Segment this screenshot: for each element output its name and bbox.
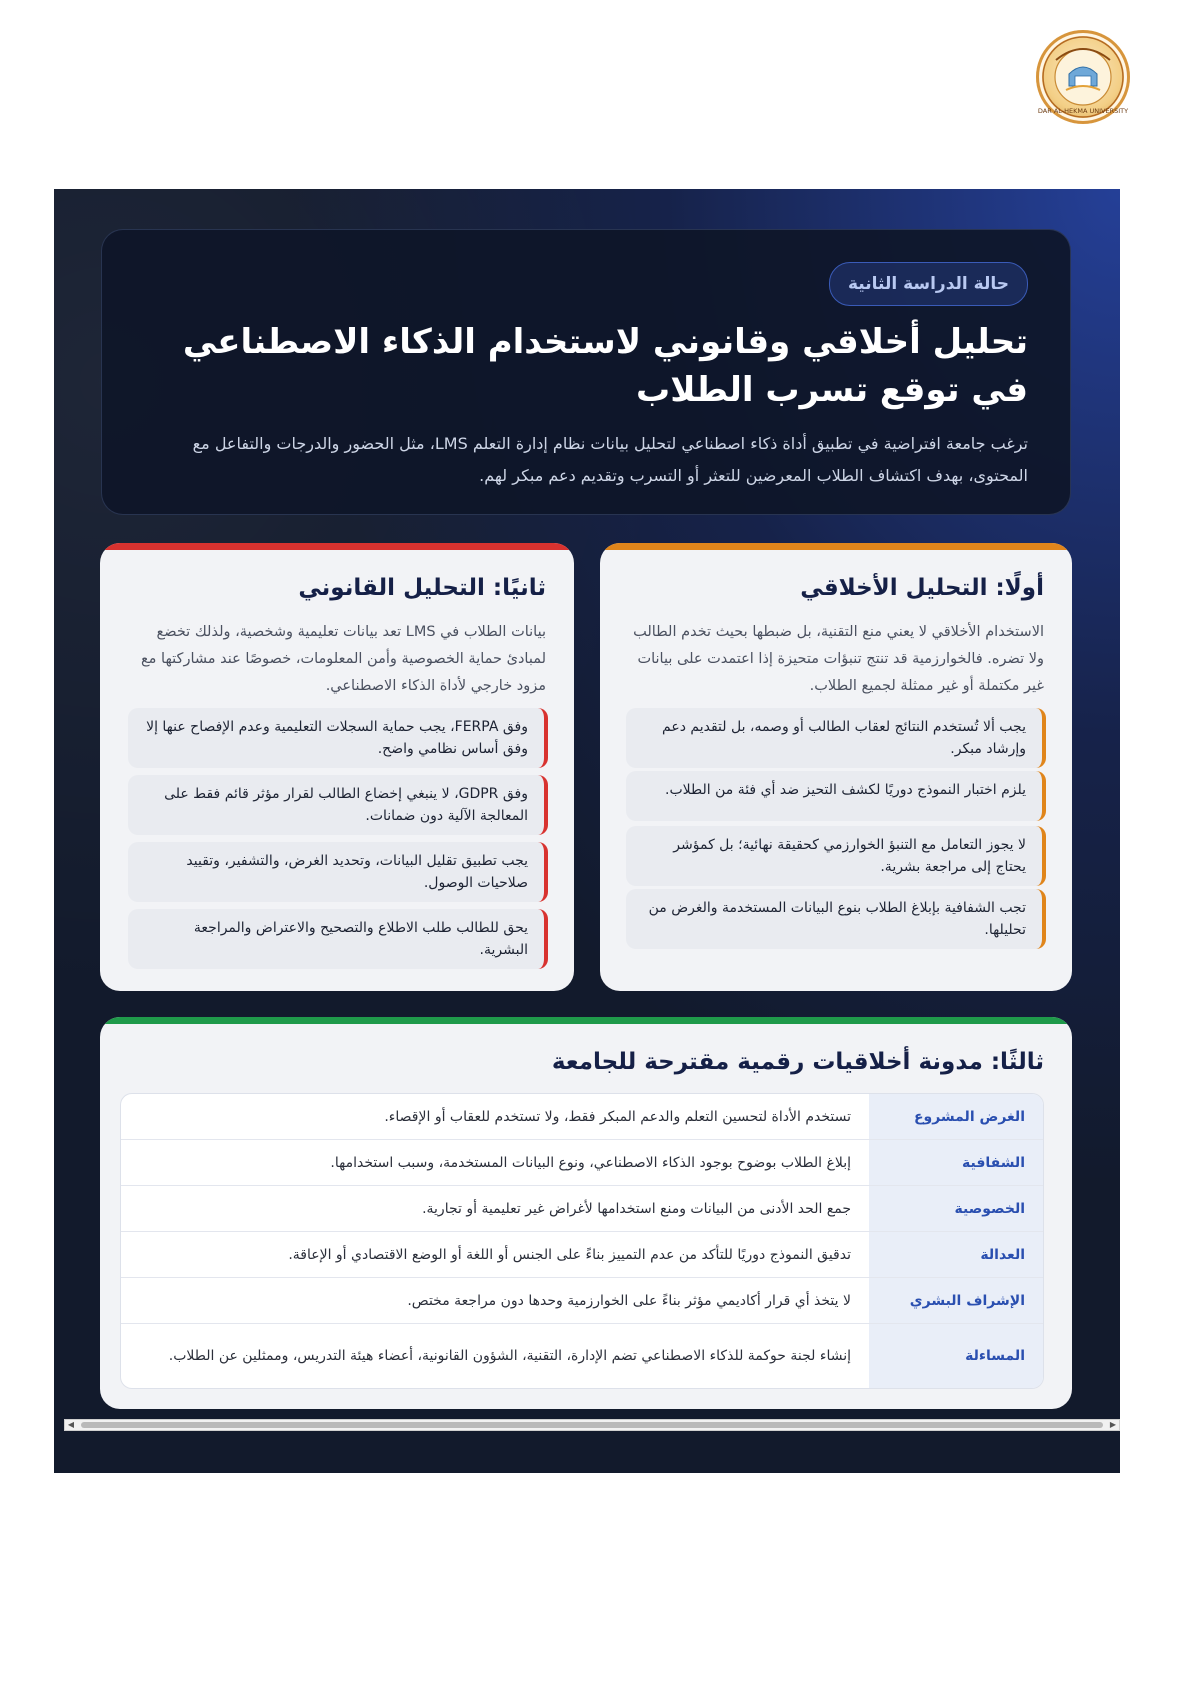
ethics-code-title: ثالثًا: مدونة أخلاقيات رقمية مقترحة للجامعة: [551, 1049, 1044, 1075]
legal-point: يجب تطبيق تقليل البيانات، وتحديد الغرض، والتشفير، وتقييد صلاحيات الوصول.: [128, 842, 548, 902]
ethics-code-card: [100, 1017, 1072, 1409]
table-row: [121, 1277, 1043, 1323]
scroll-thumb[interactable]: [81, 1422, 1103, 1428]
ethical-analysis-title: أولًا: التحليل الأخلاقي: [800, 575, 1044, 601]
hero-description: ترغب جامعة افتراضية في تطبيق أداة ذكاء اصطناعي لتحليل بيانات نظام إدارة التعلم LMS، مثل الحضور والدرجات والتفاعل مع المحتوى، بهدف اكتشاف الطلاب المعرضين للتعثر أو التسرب وتقديم دعم مبكر لهم.: [192, 434, 1028, 485]
ethical-point: يجب ألا تُستخدم النتائج لعقاب الطالب أو وصمه، بل لتقديم دعم وإرشاد مبكر.: [626, 708, 1046, 768]
table-row: [121, 1323, 1043, 1388]
principle-description: تستخدم الأداة لتحسين التعلم والدعم المبكر فقط، ولا تستخدم للعقاب أو الإقصاء.: [384, 1108, 851, 1125]
principle-name: العدالة: [869, 1232, 1043, 1277]
table-row: [121, 1231, 1043, 1277]
ethical-point: تجب الشفافية بإبلاغ الطلاب بنوع البيانات المستخدمة والغرض من تحليلها.: [626, 889, 1046, 949]
principle-description: إبلاغ الطلاب بوضوح بوجود الذكاء الاصطناعي، ونوع البيانات المستخدمة، وسبب استخدامها.: [330, 1154, 851, 1171]
table-row: [121, 1094, 1043, 1139]
legal-analysis-intro: بيانات الطلاب في LMS تعد بيانات تعليمية وشخصية، ولذلك تخضع لمبادئ حماية الخصوصية وأمن المعلومات، خصوصًا عند مشاركتها مع مزود خارجي لأداة الذكاء الاصطناعي.: [140, 624, 546, 694]
infographic-frame: [54, 189, 1120, 1473]
table-row: [121, 1185, 1043, 1231]
principle-name: الشفافية: [869, 1140, 1043, 1185]
scroll-left-arrow-icon[interactable]: ◀: [67, 1420, 75, 1429]
horizontal-scrollbar[interactable]: [64, 1419, 1120, 1431]
ethical-point: يلزم اختبار النموذج دوريًا لكشف التحيز ضد أي فئة من الطلاب.: [626, 771, 1046, 821]
legal-analysis-card: [100, 543, 574, 991]
hero-card: [101, 229, 1071, 515]
principle-name: الغرض المشروع: [869, 1094, 1043, 1139]
ethical-analysis-card: [600, 543, 1072, 991]
ethical-analysis-intro: الاستخدام الأخلاقي لا يعني منع التقنية، بل ضبطها بحيث تخدم الطالب ولا تضره. فالخوارزمية قد تنتج تنبؤات متحيزة إذا اعتمدت على بيانات غير مكتملة أو غير ممثلة لجميع الطلاب.: [633, 624, 1044, 694]
principle-description: لا يتخذ أي قرار أكاديمي مؤثر بناءً على الخوارزمية وحدها دون مراجعة مختص.: [407, 1292, 851, 1309]
principle-name: الخصوصية: [869, 1186, 1043, 1231]
legal-point: وفق FERPA، يجب حماية السجلات التعليمية وعدم الإفصاح عنها إلا وفق أساس نظامي واضح.: [128, 708, 548, 768]
case-study-badge: حالة الدراسة الثانية: [829, 262, 1028, 306]
principle-name: المساءلة: [869, 1324, 1043, 1388]
principle-description: تدقيق النموذج دوريًا للتأكد من عدم التمييز بناءً على الجنس أو اللغة أو الوضع الاقتصادي أو الإعاقة.: [288, 1246, 851, 1263]
principle-description: إنشاء لجنة حوكمة للذكاء الاصطناعي تضم الإدارة، التقنية، الشؤون القانونية، أعضاء هيئة التدريس، وممثلين عن الطلاب.: [168, 1348, 851, 1364]
svg-text:DAR AL-HEKMA UNIVERSITY: DAR AL-HEKMA UNIVERSITY: [1037, 107, 1129, 115]
principle-name: الإشراف البشري: [869, 1278, 1043, 1323]
table-row: [121, 1139, 1043, 1185]
ethics-code-table: [120, 1093, 1044, 1389]
legal-analysis-title: ثانيًا: التحليل القانوني: [298, 575, 546, 601]
legal-point: يحق للطالب طلب الاطلاع والتصحيح والاعتراض والمراجعة البشرية.: [128, 909, 548, 969]
university-logo: [1036, 30, 1130, 124]
ethical-point: لا يجوز التعامل مع التنبؤ الخوارزمي كحقيقة نهائية؛ بل كمؤشر يحتاج إلى مراجعة بشرية.: [626, 826, 1046, 886]
legal-point: وفق GDPR، لا ينبغي إخضاع الطالب لقرار مؤثر قائم فقط على المعالجة الآلية دون ضمانات.: [128, 775, 548, 835]
scroll-right-arrow-icon[interactable]: ▶: [1109, 1420, 1117, 1429]
principle-description: جمع الحد الأدنى من البيانات ومنع استخدامها لأغراض غير تعليمية أو تجارية.: [422, 1200, 851, 1217]
page-title: تحليل أخلاقي وقانوني لاستخدام الذكاء الاصطناعي في توقع تسرب الطلاب: [182, 322, 1028, 410]
